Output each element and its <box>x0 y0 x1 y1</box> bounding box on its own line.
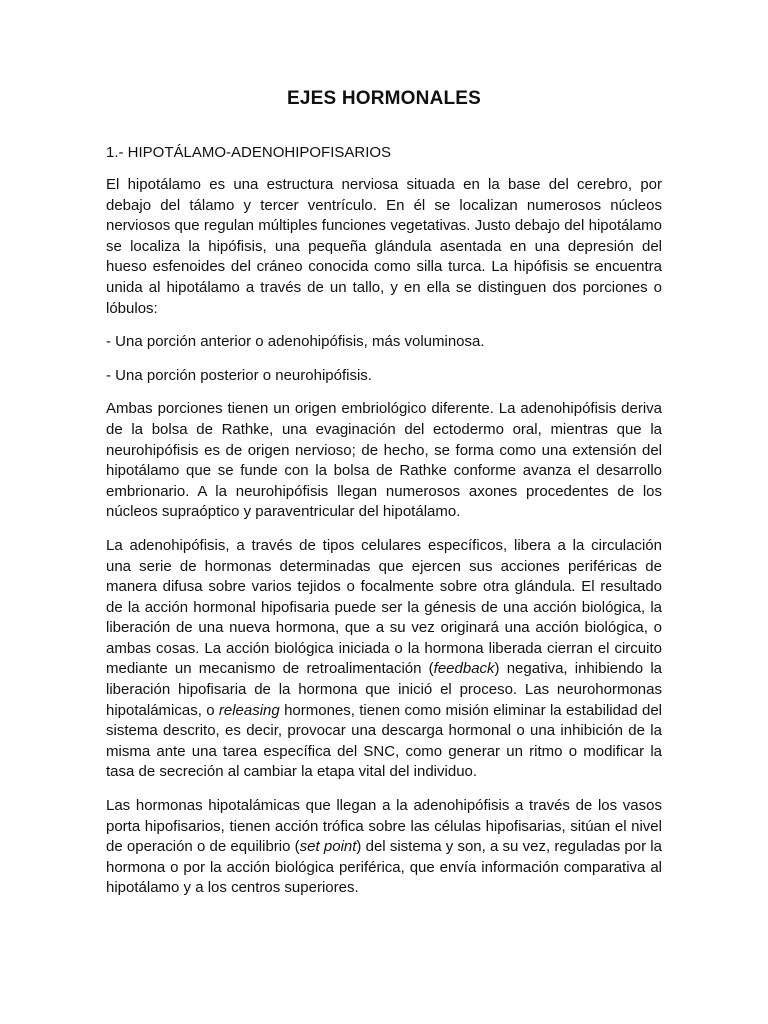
text-run: hormones, tienen como misión eliminar la estabilidad del sistema descrito, es decir, provocar una descarga hormonal o una inhibición de la misma ante una tarea específica del SNC, como generar un ritmo o modificar la tasa de secreción al cambiar la etapa vital del individuo. <box>106 701 663 781</box>
list-item-adenohipofisis: - Una porción anterior o adenohipófisis, más voluminosa. <box>106 333 485 351</box>
italic-term-feedback: feedback <box>433 660 495 678</box>
paragraph-adenohipofisis-hormonas <box>106 536 662 783</box>
section-heading: 1.- HIPOTÁLAMO-ADENOHIPOFISARIOS <box>106 144 392 161</box>
italic-term-releasing: releasing <box>218 701 280 719</box>
paragraph-hipotalamo: El hipotálamo es una estructura nerviosa situada en la base del cerebro, por debajo del tálamo y tercer ventrículo. En él se localizan numerosos núcleos nerviosos que regulan múltiples funciones vegetativas. Justo debajo del hipotálamo se localiza la hipófisis, una pequeña glándula asentada en una depresión del hueso esfenoides del cráneo conocida como silla turca. La hipófisis se encuentra unida al hipotálamo a través de un tallo, y en ella se distinguen dos porciones o lóbulos: <box>106 176 662 317</box>
document-page <box>106 88 662 912</box>
text-run: ) del sistema y son, a su vez, reguladas por la hormona o por la acción biológica periférica, que envía información comparativa al hipotálamo y a los centros superiores. <box>106 838 662 897</box>
italic-term-set-point: set point <box>299 838 357 856</box>
paragraph-origen-embriologico: Ambas porciones tienen un origen embriológico diferente. La adenohipófisis deriva de la bolsa de Rathke, una evaginación del ectodermo oral, mientras que la neurohipófisis es de origen nervioso; de hecho, se forma como una extensión del hipotálamo que se funde con la bolsa de Rathke conforme avanza el desarrollo embrionario. A la neurohipófisis llegan numerosos axones procedentes de los núcleos supraóptico y paraventricular del hipotálamo. <box>106 400 662 521</box>
paragraph-hormonas-hipotalamicas <box>106 796 662 899</box>
list-item-neurohipofisis: - Una porción posterior o neurohipófisis. <box>106 366 372 384</box>
text-run: Las hormonas hipotalámicas que llegan a la adenohipófisis a través de los vasos porta hipofisarios, tienen acción trófica sobre las células hipofisarias, sitúan el nivel de operación o de equilibrio ( <box>106 797 662 856</box>
document-title: EJES HORMONALES <box>286 88 482 109</box>
text-run: ) negativa, inhibiendo la liberación hipofisaria de la hormona que inició el proceso. Las neurohormonas hipotalámicas, o <box>106 660 662 719</box>
text-run: La adenohipófisis, a través de tipos celulares específicos, libera a la circulación una serie de hormonas determinadas que ejercen sus acciones periféricas de manera difusa sobre varios tejidos o focalmente sobre otra glándula. El resultado de la acción hormonal hipofisaria puede ser la génesis de una acción biológica, la liberación de una nueva hormona, que a su vez originará una acción biológica, o ambas cosas. La acción biológica iniciada o la hormona liberada cierran el circuito mediante un mecanismo de retroalimentación ( <box>106 536 662 678</box>
